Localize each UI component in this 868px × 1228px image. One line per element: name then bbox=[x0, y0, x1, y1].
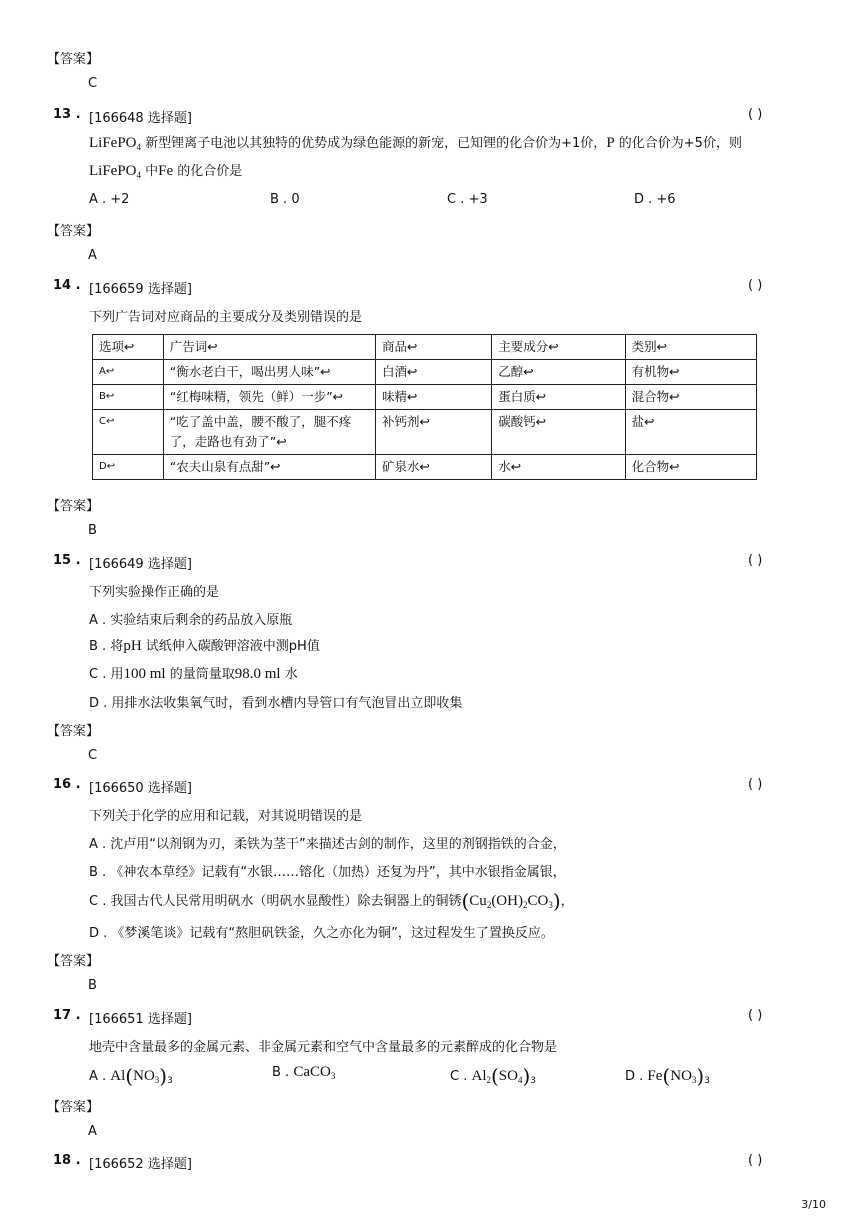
answer-paren[interactable]: ( ) bbox=[748, 278, 763, 293]
answer-paren[interactable]: ( ) bbox=[748, 1153, 763, 1168]
table-header-row bbox=[93, 335, 757, 360]
option-a[interactable]: A . +2 bbox=[89, 192, 130, 207]
table-row bbox=[93, 385, 757, 410]
option-b[interactable]: B . 《神农本草经》记载有“水银……镕化（加热）还复为丹”，其中水银指金属银， bbox=[89, 865, 566, 880]
table-cell: 味精↩ bbox=[375, 385, 491, 410]
table-header: 商品↩ bbox=[375, 335, 491, 360]
table-cell: 有机物↩ bbox=[625, 360, 756, 385]
table-cell: A↩ bbox=[93, 360, 164, 385]
answer-value: C bbox=[88, 76, 98, 91]
formula: LiFePO$_4$ bbox=[89, 163, 142, 180]
table-header: 主要成分↩ bbox=[492, 335, 625, 360]
question-number: 15 . bbox=[53, 553, 81, 568]
option-c[interactable]: C . 我国古代人民常用明矾水（明矾水显酸性）除去铜器上的铜锈$(Cu_2(OH)_2CO_3)$， bbox=[89, 889, 574, 913]
table-cell: 蛋白质↩ bbox=[492, 385, 625, 410]
question-id: [166648 选择题] bbox=[89, 111, 192, 126]
question-number: 13 . bbox=[53, 107, 81, 122]
table-cell: 碳酸钙↩ bbox=[492, 410, 625, 455]
answer-label: 【答案】 bbox=[47, 52, 100, 67]
table-cell: 乙醇↩ bbox=[492, 360, 625, 385]
table-cell: 水↩ bbox=[492, 455, 625, 480]
answer-paren[interactable]: ( ) bbox=[748, 107, 763, 122]
answer-label: 【答案】 bbox=[47, 499, 100, 514]
answer-paren[interactable]: ( ) bbox=[748, 553, 763, 568]
question-stem-cont: LiFePO$_4$ 中Fe 的化合价是 bbox=[89, 163, 243, 180]
table-cell: “红梅味精，领先（鲜）一步”↩ bbox=[163, 385, 375, 410]
table-cell: “农夫山泉有点甜”↩ bbox=[163, 455, 375, 480]
table-header: 选项↩ bbox=[93, 335, 164, 360]
table-cell: D↩ bbox=[93, 455, 164, 480]
table-row bbox=[93, 410, 757, 455]
option-c[interactable]: C . 用100 ml 的量筒量取98.0 ml 水 bbox=[89, 666, 298, 682]
page-number: 3/10 bbox=[801, 1198, 826, 1211]
table-cell: “衡水老白干，喝出男人味”↩ bbox=[163, 360, 375, 385]
answer-label: 【答案】 bbox=[47, 724, 100, 739]
option-a[interactable]: A . 实验结束后剩余的药品放入原瓶 bbox=[89, 613, 293, 628]
answer-label: 【答案】 bbox=[47, 224, 100, 239]
table-cell: 盐↩ bbox=[625, 410, 756, 455]
answer-paren[interactable]: ( ) bbox=[748, 1008, 763, 1023]
answer-value: C bbox=[88, 748, 98, 763]
question-id: [166652 选择题] bbox=[89, 1157, 192, 1172]
table-cell: 混合物↩ bbox=[625, 385, 756, 410]
option-b[interactable]: B . 0 bbox=[270, 192, 300, 207]
answer-value: B bbox=[88, 978, 97, 993]
answer-paren[interactable]: ( ) bbox=[748, 777, 763, 792]
table-row bbox=[93, 360, 757, 385]
table-cell: 矿泉水↩ bbox=[375, 455, 491, 480]
formula: LiFePO$_4$ bbox=[89, 135, 142, 152]
question-id: [166649 选择题] bbox=[89, 557, 192, 572]
answer-value: B bbox=[88, 523, 97, 538]
option-c[interactable]: C . +3 bbox=[447, 192, 488, 207]
question-stem: LiFePO$_4$ 新型锂离子电池以其独特的优势成为绿色能源的新宠，已知锂的化合价为+1价，P 的化合价为+5价，则 bbox=[89, 135, 742, 152]
answer-value: A bbox=[88, 248, 97, 263]
table-cell: 补钙剂↩ bbox=[375, 410, 491, 455]
option-c[interactable]: C . $Al_2(SO_4)_3$ bbox=[450, 1064, 537, 1088]
question-stem: 下列广告词对应商品的主要成分及类别错误的是 bbox=[89, 310, 363, 325]
option-a[interactable]: A . $Al(NO_3)_3$ bbox=[89, 1064, 173, 1088]
option-b[interactable]: B . 将pH 试纸伸入碳酸钾溶液中测pH值 bbox=[89, 638, 320, 654]
table-cell: C↩ bbox=[93, 410, 164, 455]
question-id: [166659 选择题] bbox=[89, 282, 192, 297]
option-a[interactable]: A . 沈卢用“以剂钢为刃，柔铁为茎干”来描述古剑的制作，这里的剂钢指铁的合金， bbox=[89, 837, 566, 852]
table-cell: “吃了盖中盖，腰不酸了，腿不疼了，走路也有劲了”↩ bbox=[163, 410, 375, 455]
answer-label: 【答案】 bbox=[47, 1100, 100, 1115]
question-stem: 下列关于化学的应用和记载，对其说明错误的是 bbox=[89, 809, 363, 824]
table-cell: 白酒↩ bbox=[375, 360, 491, 385]
question-number: 14 . bbox=[53, 278, 81, 293]
question-number: 16 . bbox=[53, 777, 81, 792]
table-row bbox=[93, 455, 757, 480]
answer-value: A bbox=[88, 1124, 97, 1139]
question-stem: 下列实验操作正确的是 bbox=[89, 585, 220, 600]
question-stem: 地壳中含量最多的金属元素、非金属元素和空气中含量最多的元素醉成的化合物是 bbox=[89, 1040, 558, 1055]
question-number: 18 . bbox=[53, 1153, 81, 1168]
table-header: 类别↩ bbox=[625, 335, 756, 360]
ad-table bbox=[92, 334, 757, 480]
question-id: [166651 选择题] bbox=[89, 1012, 192, 1027]
option-d[interactable]: D . 用排水法收集氧气时，看到水槽内导管口有气泡冒出立即收集 bbox=[89, 696, 463, 711]
question-number: 17 . bbox=[53, 1008, 81, 1023]
table-header: 广告词↩ bbox=[163, 335, 375, 360]
table-cell: B↩ bbox=[93, 385, 164, 410]
answer-label: 【答案】 bbox=[47, 954, 100, 969]
question-id: [166650 选择题] bbox=[89, 781, 192, 796]
table-cell: 化合物↩ bbox=[625, 455, 756, 480]
option-b[interactable]: B . CaCO$_3$ bbox=[272, 1064, 336, 1081]
option-d[interactable]: D . $Fe(NO_3)_3$ bbox=[625, 1064, 710, 1088]
option-d[interactable]: D . +6 bbox=[634, 192, 676, 207]
option-d[interactable]: D . 《梦溪笔谈》记载有“熬胆矾铁釜，久之亦化为铜”，这过程发生了置换反应。 bbox=[89, 926, 554, 941]
